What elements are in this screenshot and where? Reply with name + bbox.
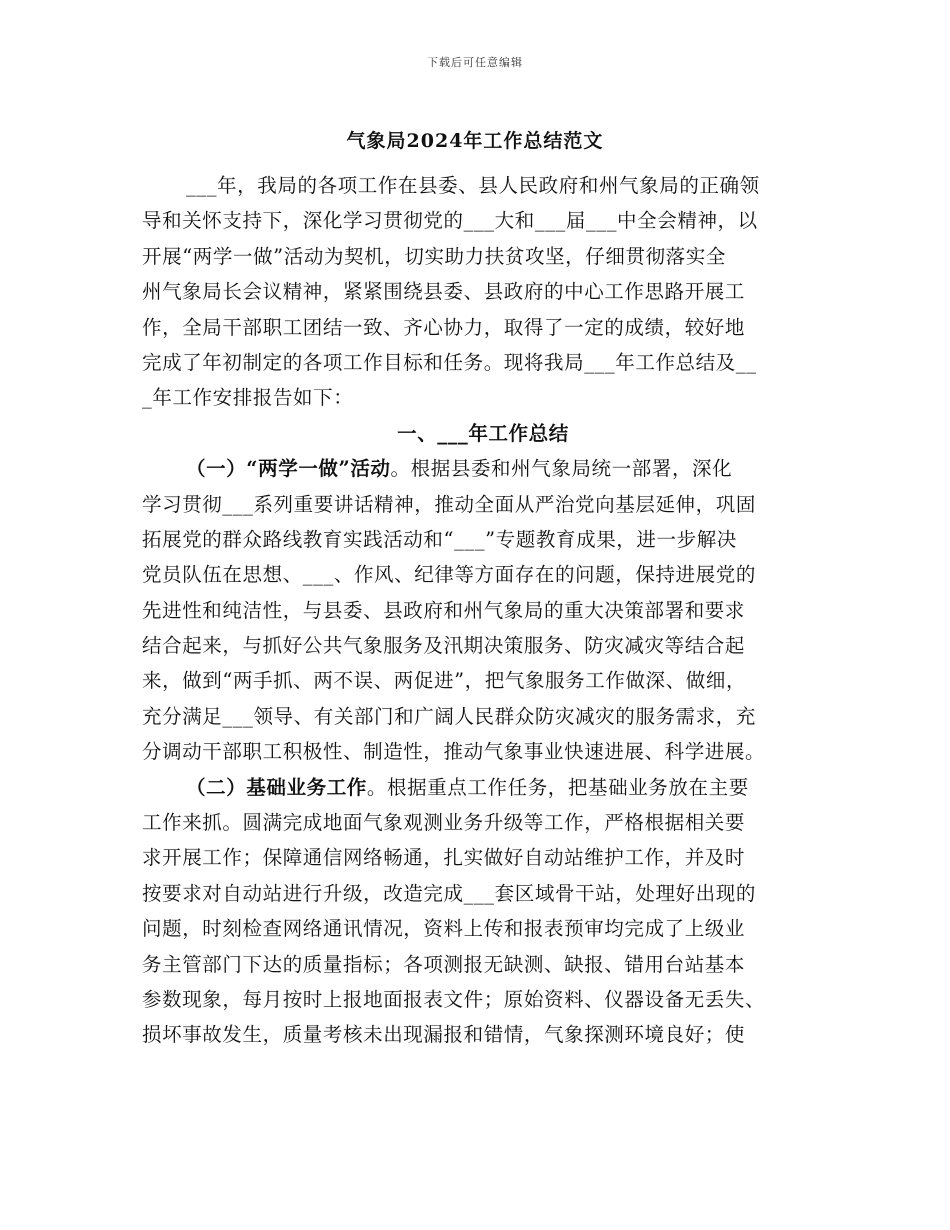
paragraph-line: 党员队伍在思想、___、作风、纪律等方面存在的问题，保持进展党的 — [142, 563, 756, 587]
paragraph-line: 参数现象，每月按时上报地面报表文件；原始资料、仪器设备无丢失、 — [142, 987, 766, 1011]
paragraph-line: 先进性和纯洁性，与县委、县政府和州气象局的重大决策部署和要求 — [142, 598, 746, 622]
document-body — [142, 168, 824, 1053]
paragraph-line: 拓展党的群众路线教育实践活动和“___”专题教育成果，进一步解决 — [142, 527, 737, 551]
paragraph-line: 按要求对自动站进行升级，改造完成___套区域骨干站，处理好出现的 — [142, 881, 756, 905]
paragraph-text: 。根据重点工作任务，把基础业务放在主要 — [366, 775, 749, 799]
paragraph-line: 导和关怀支持下，深化学习贯彻党的___大和___届___中全会精神，以 — [142, 209, 758, 233]
paragraph-line: 结合起来，与抓好公共气象服务及汛期决策服务、防灾减灾等结合起 — [142, 634, 746, 658]
paragraph-line — [142, 451, 824, 486]
paragraph-line: 务主管部门下达的质量指标；各项测报无缺测、缺报、错用台站基本 — [142, 952, 746, 976]
paragraph-line: 州气象局长会议精神，紧紧围绕县委、县政府的中心工作思路开展工 — [142, 280, 746, 304]
paragraph-line — [142, 770, 824, 805]
paragraph-line: 充分满足___领导、有关部门和广阔人民群众防灾减灾的服务需求，充 — [142, 704, 756, 728]
paragraph-line: 完成了年初制定的各项工作目标和任务。现将我局___年工作总结及__ — [142, 350, 757, 374]
paragraph-line: 求开展工作；保障通信网络畅通，扎实做好自动站维护工作，并及时 — [142, 846, 746, 870]
paragraph-line: 分调动干部职工积极性、制造性，推动气象事业快速进展、科学进展。 — [142, 740, 766, 764]
page-header: 下载后可任意编辑 — [427, 56, 523, 69]
paragraph-line: 工作来抓。圆满完成地面气象观测业务升级等工作，严格根据相关要 — [142, 811, 746, 835]
document-title: 气象局2024年工作总结范文 — [346, 130, 604, 152]
paragraph-line: _年工作安排报告如下： — [142, 386, 354, 410]
section-heading: 一、___年工作总结 — [397, 421, 569, 445]
subsection-heading: （一）“两学一做”活动 — [186, 457, 391, 481]
paragraph-line: 学习贯彻___系列重要讲话精神，推动全面从严治党向基层延伸，巩固 — [142, 492, 756, 516]
paragraph-line: ___年，我局的各项工作在县委、县人民政府和州气象局的正确领 — [186, 174, 760, 197]
paragraph-line: 损坏事故发生，质量考核未出现漏报和错情，气象探测环境良好；使 — [142, 1023, 746, 1047]
paragraph-line: 开展“两学一做”活动为契机，切实助力扶贫攻坚，仔细贯彻落实全 — [142, 244, 726, 268]
subsection-heading: （二）基础业务工作 — [186, 775, 367, 799]
paragraph-text: 。根据县委和州气象局统一部署，深化 — [390, 457, 733, 481]
paragraph-line: 来，做到“两手抓、两不误、两促进”，把气象服务工作做深、做细， — [142, 669, 747, 693]
paragraph-line: 问题，时刻检查网络通讯情况，资料上传和报表预审均完成了上级业 — [142, 917, 746, 941]
paragraph-line: 作，全局干部职工团结一致、齐心协力，取得了一定的成绩，较好地 — [142, 315, 746, 339]
